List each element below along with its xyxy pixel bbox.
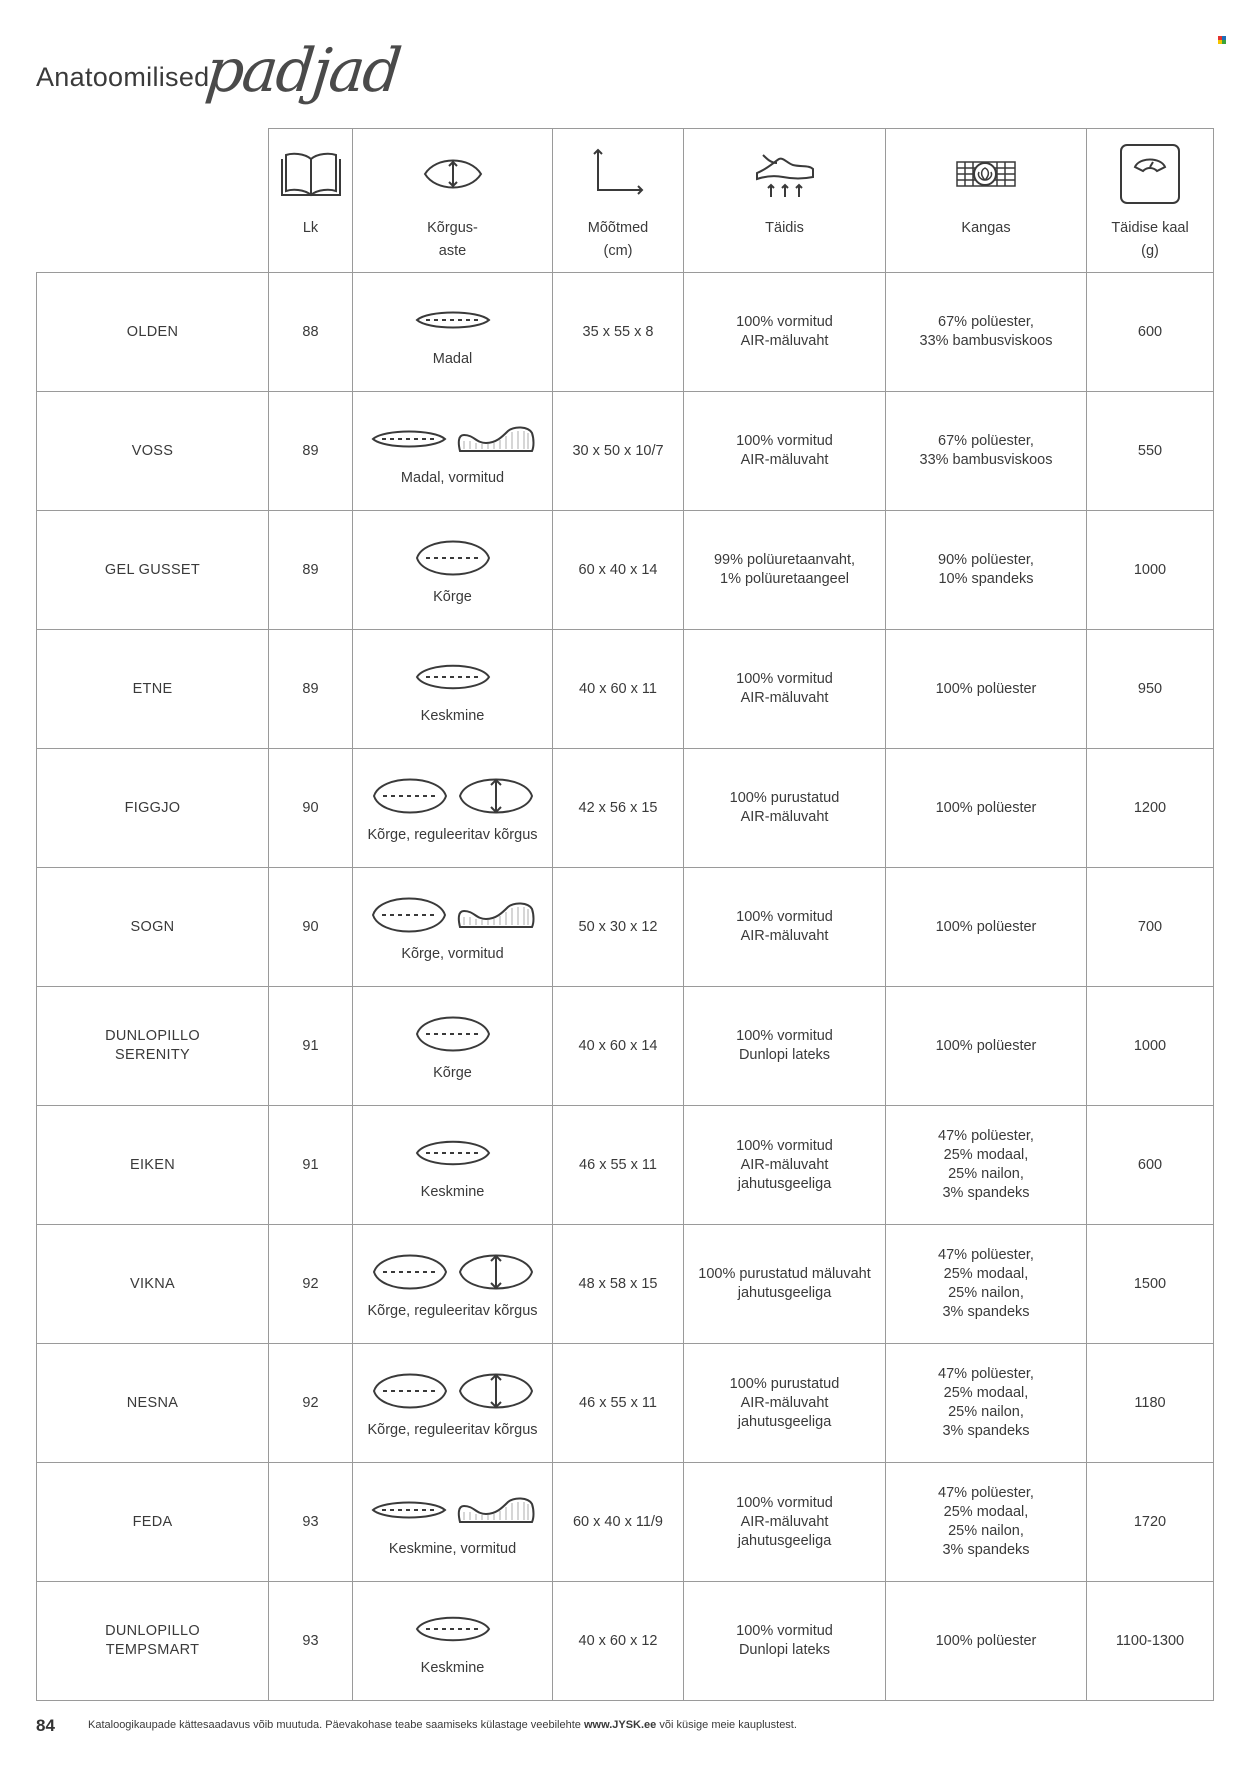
pillow-shape-icons: [414, 534, 492, 582]
filling-line: Dunlopi lateks: [738, 1642, 831, 1658]
product-name-line: ETNE: [132, 680, 173, 697]
product-name: [37, 630, 269, 749]
filling-line: jahutusgeeliga: [737, 1285, 832, 1301]
filling: [684, 1463, 886, 1582]
fabric-line: 33% bambusviskoos: [919, 333, 1053, 349]
medium-pillow-icon: [414, 1136, 492, 1170]
height-level: [353, 749, 553, 868]
fabric-line: 25% nailon,: [948, 1404, 1024, 1420]
product-name-line: SERENITY: [115, 1047, 190, 1063]
fabric-line: 25% nailon,: [948, 1285, 1024, 1301]
fabric: [886, 987, 1087, 1106]
dimensions: 48 x 58 x 15: [553, 1225, 684, 1344]
dimensions: 46 x 55 x 11: [553, 1344, 684, 1463]
medium-pillow-icon: [414, 1612, 492, 1646]
high-pillow-icon: [370, 893, 448, 937]
pillow-shape-icons: [371, 772, 535, 820]
fabric-icon: [953, 156, 1019, 192]
pillow-shape-icons: [414, 1129, 492, 1177]
fabric-line: 67% polüester,: [938, 314, 1034, 330]
table-row: [37, 1463, 1214, 1582]
fabric-line: 90% polüester,: [938, 552, 1034, 568]
page-number: 84: [36, 1716, 55, 1735]
table-row: [37, 630, 1214, 749]
fabric-line: 67% polüester,: [938, 433, 1034, 449]
fabric: [886, 511, 1087, 630]
pillow-shape-icons: [370, 415, 536, 463]
flat-pillow-icon: [414, 306, 492, 334]
filling-line: AIR-mäluvaht: [740, 809, 829, 825]
height-level: [353, 1344, 553, 1463]
product-name-line: OLDEN: [126, 323, 179, 340]
product-name-line: VIKNA: [129, 1275, 175, 1292]
dimensions: 40 x 60 x 12: [553, 1582, 684, 1701]
fabric: [886, 630, 1087, 749]
filling: [684, 1225, 886, 1344]
table-row: [37, 1344, 1214, 1463]
filling: [684, 630, 886, 749]
dimensions: 60 x 40 x 11/9: [553, 1463, 684, 1582]
height-label: Kõrge, reguleeritav kõrgus: [367, 1302, 538, 1319]
header-height: [353, 129, 553, 273]
header-label-page: Lk: [302, 220, 319, 236]
height-level: [353, 987, 553, 1106]
fabric-line: 3% spandeks: [942, 1304, 1030, 1320]
header-fabric: [886, 129, 1087, 273]
height-level: [353, 868, 553, 987]
pillow-shape-icons: [414, 296, 492, 344]
filling-line: 100% purustatud: [729, 790, 840, 806]
fabric-line: 100% polüester: [935, 1037, 1037, 1054]
fabric: [886, 749, 1087, 868]
product-name-line: EIKEN: [129, 1156, 175, 1173]
high-pillow-icon: [414, 536, 492, 580]
filling-line: 100% vormitud: [736, 433, 833, 449]
dimensions-icon: [588, 146, 648, 202]
fabric: [886, 392, 1087, 511]
header-label-height-2: aste: [438, 243, 467, 259]
scale-icon: [1119, 143, 1181, 205]
fabric-line: 47% polüester,: [938, 1128, 1034, 1144]
fabric-line: 47% polüester,: [938, 1366, 1034, 1382]
filling-line: 100% vormitud: [736, 314, 833, 330]
dimensions: 30 x 50 x 10/7: [553, 392, 684, 511]
fabric: [886, 1225, 1087, 1344]
filling-weight: 700: [1087, 868, 1214, 987]
page-ref: 93: [269, 1582, 353, 1701]
fabric: [886, 1344, 1087, 1463]
page-ref: 90: [269, 868, 353, 987]
high-pillow-icon: [414, 1012, 492, 1056]
page-ref: 92: [269, 1225, 353, 1344]
page-ref: 89: [269, 392, 353, 511]
brand-logo-icon: [1218, 36, 1228, 44]
fabric: [886, 1106, 1087, 1225]
header-empty-cell: [37, 129, 269, 273]
product-name: [37, 1582, 269, 1701]
fabric: [886, 1463, 1087, 1582]
filling-weight: 1180: [1087, 1344, 1214, 1463]
product-name: [37, 1225, 269, 1344]
adjustable-pillow-icon: [457, 1250, 535, 1294]
dimensions: 42 x 56 x 15: [553, 749, 684, 868]
high-pillow-icon: [371, 1369, 449, 1413]
height-level: [353, 1106, 553, 1225]
pillow-shape-icons: [371, 1248, 535, 1296]
flat-pillow-icon: [370, 1496, 448, 1524]
filling: [684, 1582, 886, 1701]
page-ref: 90: [269, 749, 353, 868]
filling-line: 100% vormitud: [736, 1028, 833, 1044]
dimensions: 50 x 30 x 12: [553, 868, 684, 987]
table-row: [37, 1106, 1214, 1225]
table-row: [37, 273, 1214, 392]
product-name: [37, 273, 269, 392]
header-dimensions: [553, 129, 684, 273]
footer: [36, 1716, 1226, 1740]
book-icon: [280, 149, 342, 199]
fabric-line: 100% polüester: [935, 680, 1037, 697]
page-ref: 92: [269, 1344, 353, 1463]
dimensions: 40 x 60 x 11: [553, 630, 684, 749]
website-link[interactable]: www.JYSK.ee: [583, 1719, 657, 1731]
high-pillow-icon: [371, 774, 449, 818]
filling-line: jahutusgeeliga: [737, 1532, 832, 1549]
filling-line: Dunlopi lateks: [738, 1047, 831, 1063]
filling-line: 100% purustatud mäluvaht: [698, 1266, 871, 1282]
fabric-line: 25% modaal,: [943, 1147, 1029, 1163]
filling-line: jahutusgeeliga: [737, 1413, 832, 1430]
filling-weight: 1720: [1087, 1463, 1214, 1582]
filling: [684, 868, 886, 987]
filling: [684, 273, 886, 392]
filling-weight: 1500: [1087, 1225, 1214, 1344]
flat-pillow-icon: [370, 425, 448, 453]
filling: [684, 511, 886, 630]
height-level: [353, 273, 553, 392]
filling-line: 100% purustatud: [729, 1375, 840, 1392]
filling-weight: 600: [1087, 273, 1214, 392]
dimensions: 35 x 55 x 8: [553, 273, 684, 392]
height-level: [353, 511, 553, 630]
height-level: [353, 392, 553, 511]
height-label: Kõrge: [433, 588, 472, 605]
product-name: [37, 511, 269, 630]
filling-line: AIR-mäluvaht: [740, 690, 829, 706]
filling-line: 100% vormitud: [736, 1494, 833, 1511]
filling-line: jahutusgeeliga: [737, 1175, 832, 1192]
product-name-line: NESNA: [126, 1394, 179, 1411]
height-label: Madal, vormitud: [400, 469, 505, 486]
filling: [684, 1106, 886, 1225]
header-label-weight-1: Täidise kaal: [1111, 220, 1189, 236]
filling: [684, 987, 886, 1106]
filling-line: AIR-mäluvaht: [740, 333, 829, 349]
fabric-line: 100% polüester: [935, 918, 1037, 935]
table-row: [37, 1225, 1214, 1344]
fabric-line: 100% polüester: [935, 1632, 1037, 1649]
page-ref: 91: [269, 987, 353, 1106]
filling-weight: 1000: [1087, 511, 1214, 630]
pillow-comparison-table: [36, 128, 1214, 1701]
product-name: [37, 868, 269, 987]
header-label-weight-2: (g): [1141, 243, 1159, 259]
filling-line: AIR-mäluvaht: [740, 452, 829, 468]
pillow-shape-icons: [370, 891, 536, 939]
product-name: [37, 1344, 269, 1463]
fabric-line: 25% nailon,: [948, 1166, 1024, 1182]
footer-note-text-end: või küsige meie kauplustest.: [656, 1719, 797, 1731]
product-name-line: DUNLOPILLO: [105, 1623, 200, 1639]
page-ref: 88: [269, 273, 353, 392]
height-level: [353, 1225, 553, 1344]
filling-line: 100% vormitud: [736, 1623, 833, 1639]
title-word-anatomical: Anatoomilised: [36, 62, 210, 92]
fabric-line: 25% modaal,: [943, 1266, 1029, 1282]
page-ref: 89: [269, 630, 353, 749]
filling-weight: 1000: [1087, 987, 1214, 1106]
product-name-line: SOGN: [130, 918, 175, 935]
product-name: [37, 1106, 269, 1225]
filling-weight: 1200: [1087, 749, 1214, 868]
table-row: [37, 392, 1214, 511]
filling-icon: [753, 149, 817, 199]
dimensions: 40 x 60 x 14: [553, 987, 684, 1106]
contour-pillow-icon: [456, 1494, 536, 1526]
table-row: [37, 1582, 1214, 1701]
table-row: [37, 868, 1214, 987]
adjustable-pillow-icon: [457, 774, 535, 818]
filling: [684, 1344, 886, 1463]
fabric-line: 47% polüester,: [938, 1247, 1034, 1263]
product-name: [37, 749, 269, 868]
header-label-dimensions-1: Mõõtmed: [587, 220, 649, 236]
dimensions: 60 x 40 x 14: [553, 511, 684, 630]
height-label: Keskmine: [420, 1659, 485, 1676]
filling-line: 1% polüuretaangeel: [720, 571, 849, 587]
fabric-line: 100% polüester: [935, 799, 1037, 816]
contour-pillow-icon: [456, 423, 536, 455]
contour-pillow-icon: [456, 899, 536, 931]
fabric: [886, 1582, 1087, 1701]
adjustable-pillow-icon: [457, 1369, 535, 1413]
product-name: [37, 987, 269, 1106]
filling-line: 100% vormitud: [736, 1137, 833, 1154]
filling-line: 100% vormitud: [736, 671, 833, 687]
height-level: [353, 630, 553, 749]
header-label-fabric: Kangas: [961, 220, 1011, 236]
table-row: [37, 511, 1214, 630]
filling-weight: 950: [1087, 630, 1214, 749]
table-row: [37, 749, 1214, 868]
footer-note-text: Kataloogikaupade kättesaadavus võib muutuda. Päevakohase teabe saamiseks külastage veebilehte: [88, 1719, 584, 1731]
page-ref: 89: [269, 511, 353, 630]
height-label: Kõrge, vormitud: [401, 945, 504, 962]
fabric-line: 25% nailon,: [948, 1523, 1024, 1539]
fabric: [886, 868, 1087, 987]
filling-line: AIR-mäluvaht: [740, 1156, 829, 1173]
filling-line: 100% vormitud: [736, 909, 833, 925]
header-label-dimensions-2: (cm): [603, 243, 633, 259]
fabric-line: 3% spandeks: [942, 1185, 1030, 1201]
fabric-line: 25% modaal,: [943, 1385, 1029, 1401]
fabric-line: 47% polüester,: [938, 1485, 1034, 1501]
product-name: [37, 392, 269, 511]
product-name-line: DUNLOPILLO: [105, 1028, 200, 1044]
pillow-shape-icons: [370, 1486, 536, 1534]
height-label: Kõrge, reguleeritav kõrgus: [367, 826, 538, 843]
height-label: Keskmine: [420, 1183, 485, 1200]
filling-weight: 600: [1087, 1106, 1214, 1225]
filling-line: AIR-mäluvaht: [740, 928, 829, 944]
high-pillow-icon: [371, 1250, 449, 1294]
filling-weight: 1100-1300: [1087, 1582, 1214, 1701]
fabric: [886, 273, 1087, 392]
filling-line: AIR-mäluvaht: [740, 1513, 829, 1530]
page-ref: 91: [269, 1106, 353, 1225]
height-level: [353, 1463, 553, 1582]
height-label: Kõrge, reguleeritav kõrgus: [367, 1421, 538, 1438]
dimensions: 46 x 55 x 11: [553, 1106, 684, 1225]
fabric-line: 25% modaal,: [943, 1504, 1029, 1520]
height-label: Keskmine, vormitud: [388, 1540, 517, 1557]
filling-line: 99% polüuretaanvaht,: [713, 552, 856, 568]
product-name-line: TEMPSMART: [105, 1642, 200, 1658]
fabric-line: 3% spandeks: [942, 1542, 1030, 1558]
pillow-shape-icons: [371, 1367, 535, 1415]
product-name-line: FEDA: [132, 1513, 173, 1530]
brand-logo-square: [1222, 40, 1226, 44]
filling-line: AIR-mäluvaht: [740, 1394, 829, 1411]
fabric-line: 3% spandeks: [942, 1423, 1030, 1439]
header-label-filling: Täidis: [765, 220, 804, 236]
header-page: [269, 129, 353, 273]
height-level: [353, 1582, 553, 1701]
pillow-shape-icons: [414, 653, 492, 701]
page-ref: 93: [269, 1463, 353, 1582]
footer-note: [88, 1719, 797, 1731]
product-name-line: FIGGJO: [124, 799, 181, 816]
table-row: [37, 987, 1214, 1106]
title-word-pillows: padjad: [202, 36, 404, 106]
pillow-shape-icons: [414, 1605, 492, 1653]
filling: [684, 392, 886, 511]
height-label: Madal: [432, 350, 473, 367]
medium-pillow-icon: [414, 660, 492, 694]
header-row: [37, 129, 1214, 273]
product-name-line: GEL GUSSET: [104, 561, 201, 578]
fabric-line: 10% spandeks: [938, 571, 1034, 587]
filling: [684, 749, 886, 868]
header-filling: [684, 129, 886, 273]
pillow-height-icon: [422, 154, 484, 194]
fabric-line: 33% bambusviskoos: [919, 452, 1053, 468]
header-weight: [1087, 129, 1214, 273]
pillow-shape-icons: [414, 1010, 492, 1058]
product-name-line: VOSS: [131, 442, 174, 459]
product-name: [37, 1463, 269, 1582]
header-label-height-1: Kõrgus-: [427, 220, 478, 236]
height-label: Keskmine: [420, 707, 485, 724]
height-label: Kõrge: [433, 1064, 472, 1081]
filling-weight: 550: [1087, 392, 1214, 511]
